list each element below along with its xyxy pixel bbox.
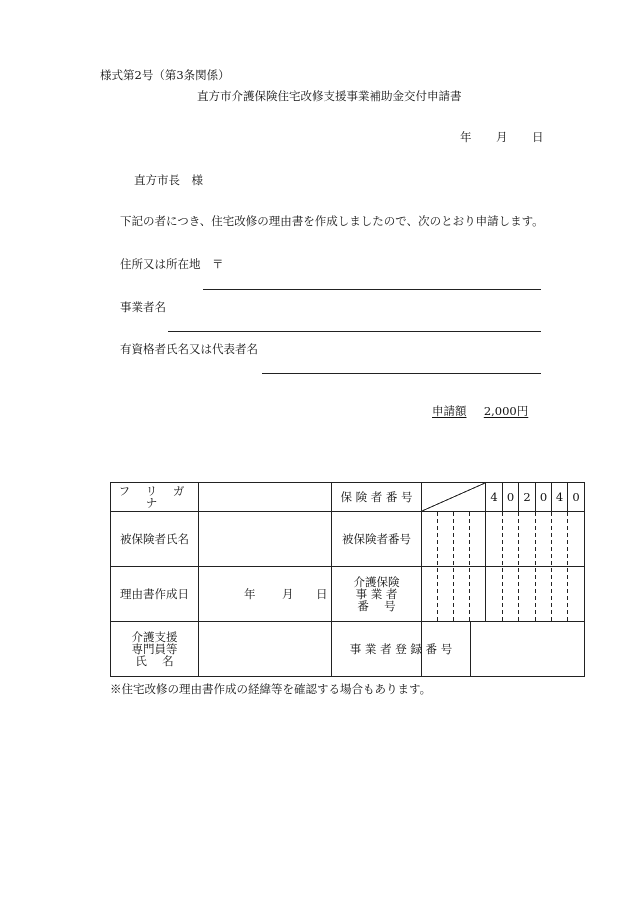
address-label: 住所又は所在地 〒 (120, 257, 224, 271)
insurer-digit: 4 (490, 490, 498, 504)
document-title: 直方市介護保険住宅改修支援事業補助金交付申請書 (197, 89, 462, 103)
specialist-line1: 介護支援 (131, 630, 178, 644)
date-day-label: 日 (532, 130, 544, 144)
business-registration-input[interactable] (471, 622, 584, 676)
insured-name-label: 被保険者氏名 (120, 532, 189, 546)
reason-date-day: 日 (316, 587, 328, 601)
intro-text: 下記の者につき、住宅改修の理由書を作成しましたので、次のとおり申請します。 (120, 214, 544, 228)
specialist-name-label (111, 622, 198, 676)
furigana-input[interactable] (199, 483, 331, 511)
specialist-line3: 氏 名 (135, 654, 174, 668)
business-registration-label: 事 業 者 登 録 番 号 (349, 642, 453, 656)
specialist-line2: 専門員等 (131, 642, 178, 656)
representative-label: 有資格者氏名又は代表者名 (120, 342, 258, 356)
amount-value: 2,000円 (483, 404, 529, 418)
insured-number-input[interactable] (422, 512, 584, 621)
insurer-digit: 0 (506, 490, 515, 504)
insurer-digit: 0 (539, 490, 548, 504)
reason-date-label: 理由書作成日 (120, 587, 189, 601)
insured-number-label: 被保険者番号 (342, 532, 411, 546)
insured-name-input[interactable] (199, 512, 331, 566)
date-year-label: 年 (460, 130, 472, 144)
insurer-digit: 2 (523, 490, 531, 504)
insurer-digit: 0 (572, 490, 580, 504)
care-business-number-line3: 番 号 (357, 599, 396, 613)
date-month-label: 月 (496, 130, 508, 144)
addressee: 直方市長 様 (134, 173, 203, 187)
form-number: 様式第2号（第3条関係） (100, 68, 230, 82)
reason-date-month: 月 (282, 587, 294, 601)
specialist-name-input[interactable] (199, 622, 331, 676)
amount-label: 申請額 (432, 404, 467, 418)
care-business-number-line1: 介護保険 (353, 575, 400, 589)
reason-date-year: 年 (244, 587, 256, 601)
care-business-number-line2: 事 業 者 (355, 587, 398, 601)
footnote: ※住宅改修の理由書作成の経緯等を確認する場合もあります。 (110, 682, 432, 696)
business-name-label: 事業者名 (120, 300, 166, 314)
furigana-label: フ リ ガ ナ (118, 484, 191, 510)
care-business-number-label (332, 567, 421, 621)
insurer-digit: 4 (555, 490, 564, 504)
insurer-number-label: 保 険 者 番 号 (340, 490, 413, 504)
